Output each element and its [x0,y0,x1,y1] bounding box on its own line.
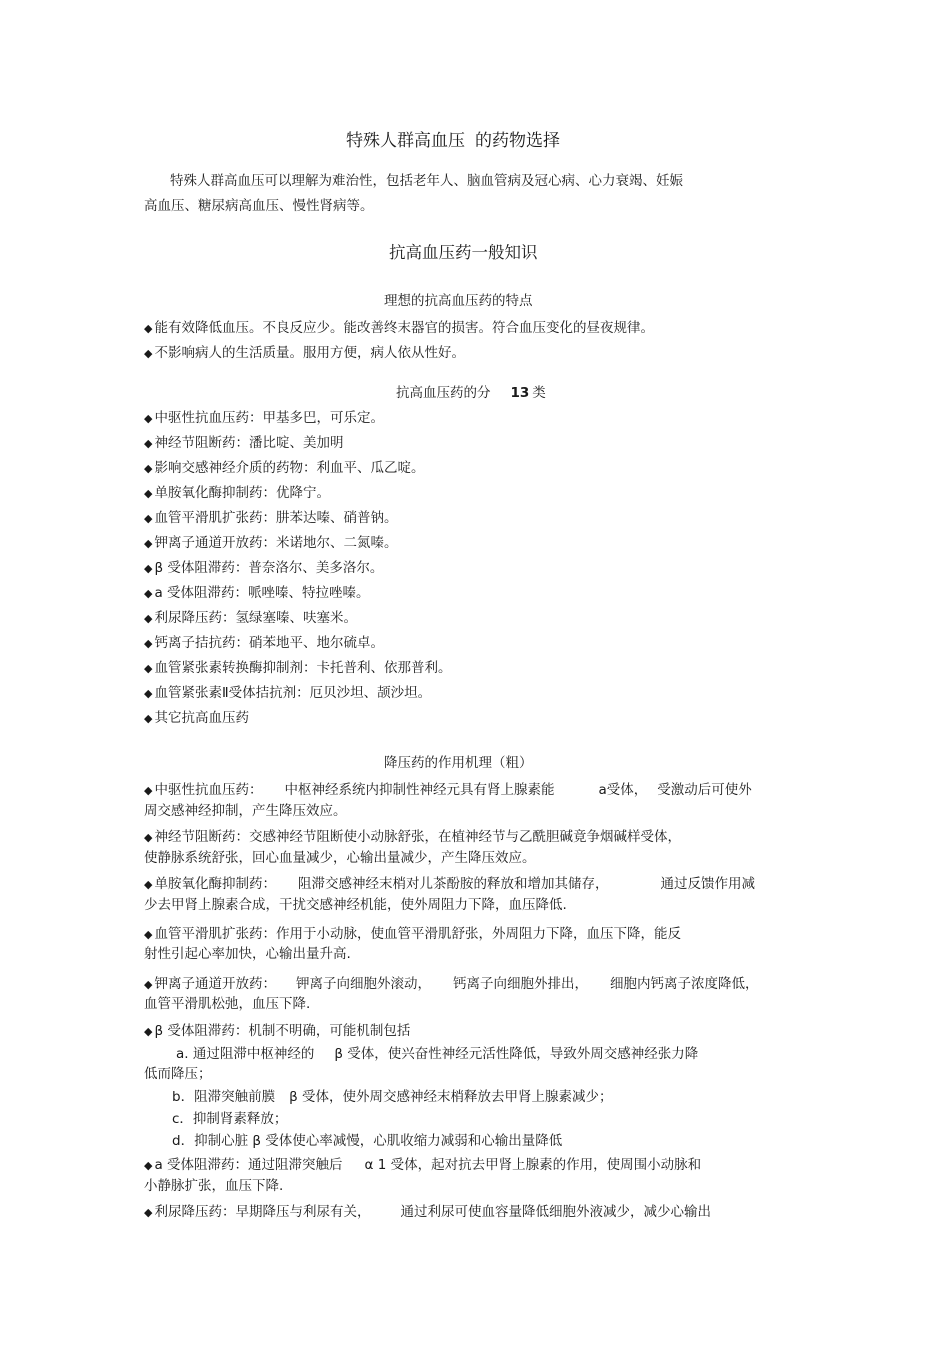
class-item [144,684,431,703]
mech-text: a 受体阻滞药：通过阻滞突触后 [154,1157,343,1173]
class-item [144,459,424,478]
class-item [144,409,384,428]
diamond-bullet-icon: ◆ [144,1025,153,1038]
class-item-text: 神经节阻断药：潘比啶、美加明 [154,435,344,451]
diamond-bullet-icon: ◆ [144,512,153,525]
class-item [144,709,249,728]
class-item-text: 血管紧张素转换酶抑制剂：卡托普利、依那普利。 [154,660,452,676]
mech-line: 低而降压； [144,1066,212,1082]
class-item [144,434,343,453]
mech-line [172,1088,612,1106]
page-title [346,132,560,150]
mech-text: a受体， [598,782,648,798]
mech-text: 细胞内钙离子浓度降低， [609,976,759,992]
mech-text: 神经节阻断药：交感神经节阻断使小动脉舒张，在植神经节与乙酰胆碱竟争烟碱样受体， [154,829,681,845]
class-item-text: 钙离子拮抗药：硝苯地平、地尔硫卓。 [154,635,384,651]
mech-text: 钙离子向细胞外排出， [452,976,588,992]
mech-line: 射性引起心率加快，心输出量升高. [144,946,351,962]
mech-term: 单胺氧化酶抑制药： [154,876,276,892]
class-item-text: β 受体阻滞药：普奈洛尔、美多洛尔。 [154,560,384,576]
intro-line-2: 高血压、糖尿病高血压、慢性肾病等。 [144,198,374,214]
ideal-heading: 理想的抗高血压药的特点 [384,293,533,309]
ideal-item-text: 不影响病人的生活质量。服用方便，病人依从性好。 [154,345,465,361]
diamond-bullet-icon: ◆ [144,437,153,450]
diamond-bullet-icon: ◆ [144,878,153,891]
title-part-1: 特殊人群高血压 [346,131,465,151]
mech-line: c．抑制肾素释放； [172,1111,288,1127]
class-item-text: 钾离子通道开放药：米诺地尔、二氮嗪。 [154,535,398,551]
mech-text: 血管平滑肌扩张药：作用于小动脉，使血管平滑肌舒张，外周阻力下降，血压下降，能反 [154,926,681,942]
diamond-bullet-icon: ◆ [144,462,153,475]
diamond-bullet-icon: ◆ [144,978,153,991]
class-item [144,634,384,653]
mech-text: β 受体，使外周交感神经末梢释放去甲肾上腺素减少； [289,1089,613,1105]
mech-text: 中枢神经系统内抑制性神经元具有肾上腺素能 [284,782,555,798]
diamond-bullet-icon: ◆ [144,487,153,500]
mech-text: b．阻滞突触前膜 [172,1089,276,1105]
mech-line [144,781,752,800]
diamond-bullet-icon: ◆ [144,612,153,625]
diamond-bullet-icon: ◆ [144,347,153,360]
intro-line-1: 特殊人群高血压可以理解为难治性，包括老年人、脑血管病及冠心病、心力衰竭、妊娠 [170,173,683,189]
diamond-bullet-icon: ◆ [144,784,153,797]
diamond-bullet-icon: ◆ [144,687,153,700]
class-heading-text: 抗高血压药的分 [396,385,491,401]
mech-line: d．抑制心脏 β 受体使心率减慢，心肌收缩力减弱和心输出量降低 [172,1133,563,1149]
class-item [144,609,357,628]
class-item [144,659,451,678]
mech-line [144,1156,701,1175]
diamond-bullet-icon: ◆ [144,587,153,600]
mech-line [144,1022,410,1041]
mech-text: 钾离子向细胞外滚动， [295,976,431,992]
mech-text: α 1 受体，起对抗去甲肾上腺素的作用，使周围小动脉和 [364,1157,702,1173]
class-count: 13 [510,385,530,401]
title-part-2: 的药物选择 [475,131,560,151]
class-heading [396,384,546,402]
ideal-item-text: 能有效降低血压。不良反应少。能改善终末器官的损害。符合血压变化的昼夜规律。 [154,320,654,336]
ideal-item [144,319,654,338]
mech-term: 钾离子通道开放药： [154,976,276,992]
mech-text: 通过利尿可使血容量降低细胞外液减少，减少心输出 [400,1204,711,1220]
mech-line [144,875,755,894]
diamond-bullet-icon: ◆ [144,412,153,425]
diamond-bullet-icon: ◆ [144,537,153,550]
diamond-bullet-icon: ◆ [144,322,153,335]
class-item-text: 影响交感神经介质的药物：利血平、瓜乙啶。 [154,460,425,476]
diamond-bullet-icon: ◆ [144,1206,153,1219]
class-item-text: a 受体阻滞药：哌唑嗪、特拉唑嗪。 [154,585,370,601]
mech-text: 通过反馈作用减 [660,876,755,892]
mech-text: 阻滞交感神经末梢对儿茶酚胺的释放和增加其储存， [297,876,609,892]
diamond-bullet-icon: ◆ [144,712,153,725]
mech-line: 血管平滑肌松弛，血压下降. [144,996,311,1012]
diamond-bullet-icon: ◆ [144,662,153,675]
ideal-item [144,344,465,363]
class-item [144,534,397,553]
class-item [144,584,370,603]
class-item-text: 其它抗高血压药 [154,710,249,726]
class-item-text: 血管平滑肌扩张药：肼苯达嗪、硝普钠。 [154,510,398,526]
mech-line: 小静脉扩张，血压下降. [144,1178,284,1194]
mech-line [144,925,681,944]
class-item [144,484,330,503]
diamond-bullet-icon: ◆ [144,562,153,575]
class-item [144,509,397,528]
mech-line [144,1203,711,1222]
mech-text: 受激动后可使外 [657,782,752,798]
class-item-text: 单胺氧化酶抑制药：优降宁。 [154,485,330,501]
section-heading-general: 抗高血压药一般知识 [389,243,538,262]
mech-line: 使静脉系统舒张，回心血量减少，心输出量减少，产生降压效应。 [144,850,536,866]
class-item-text: 血管紧张素Ⅱ受体拮抗剂：厄贝沙坦、颉沙坦。 [154,685,432,701]
diamond-bullet-icon: ◆ [144,637,153,650]
mech-line [144,828,681,847]
mechanism-heading: 降压药的作用机理（粗） [384,755,533,771]
diamond-bullet-icon: ◆ [144,928,153,941]
class-heading-suffix: 类 [532,385,546,401]
class-item [144,559,383,578]
mech-text: a. 通过阻滞中枢神经的 [176,1046,315,1062]
mech-text: β 受体阻滞药：机制不明确，可能机制包括 [154,1023,411,1039]
diamond-bullet-icon: ◆ [144,831,153,844]
diamond-bullet-icon: ◆ [144,1159,153,1172]
mech-text: β 受体，使兴奋性神经元活性降低，导致外周交感神经张力降 [334,1046,699,1062]
mech-line [144,975,758,994]
mech-term: 中驱性抗血压药： [154,782,263,798]
class-item-text: 利尿降压药：氢绿塞嗪、呋塞米。 [154,610,357,626]
mech-line: 周交感神经抑制，产生降压效应。 [144,803,347,819]
mech-line: 少去甲肾上腺素合成，干扰交感神经机能，使外周阻力下降，血压降低. [144,897,567,913]
class-item-text: 中驱性抗血压药：甲基多巴，可乐定。 [154,410,384,426]
mech-line [176,1045,698,1063]
mech-text: 利尿降压药：早期降压与利尿有关， [154,1204,371,1220]
